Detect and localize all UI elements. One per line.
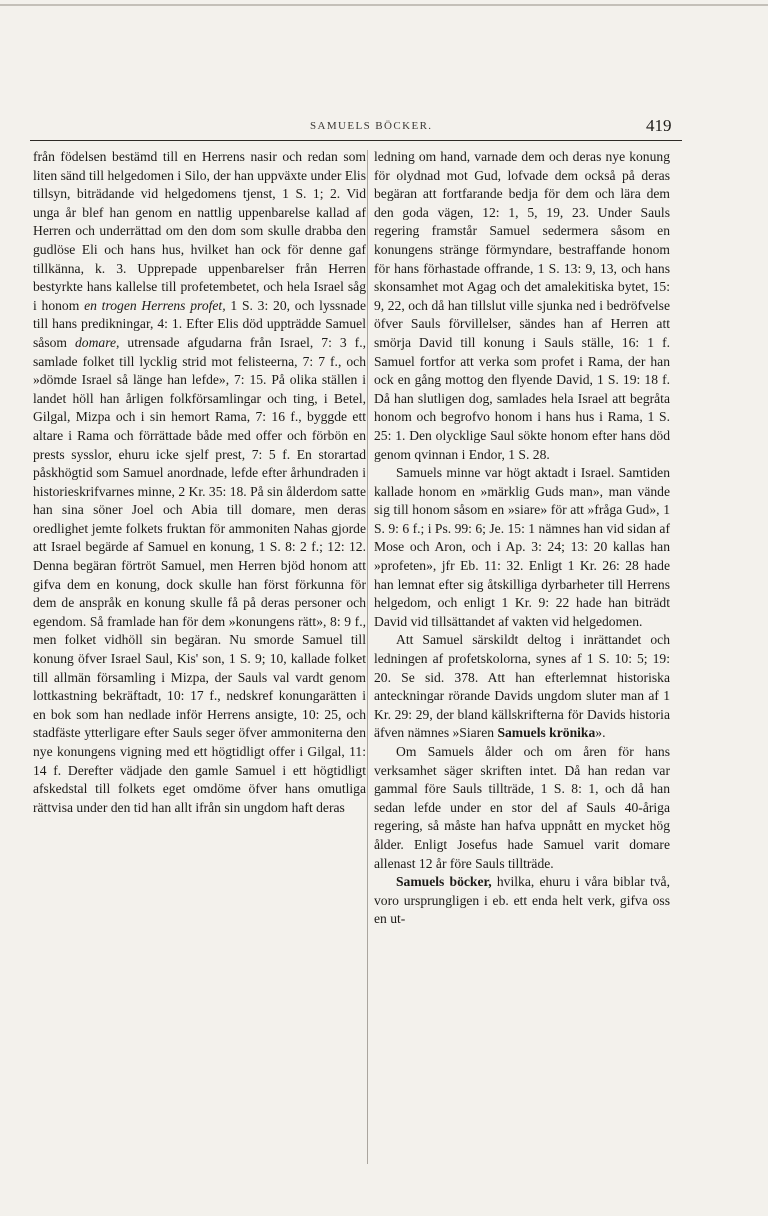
text-run: utrensade afgudarna från Israel, 7: 3 f., samlade folket till lycklig strid mot felisteerna, 7: 7 f., och »dömde Israel så länge han lefde», 7: 15. På olika ställen i landet höll han årligen folkförsamlingar och ting, i Betel, Gilgal, Mizpa och i sin hemort Rama, 7: 16 f., byggde ett altare i Rama och förrättade både med offer och förbön en prests sysslor, ehuru icke sjelf prest, 7: 5 f. En storartad påskhögtid som Samuel anordnade, lefde efter århundraden i historieskrifvarnes minne, 2 Kr. 35: 18. På sin ålderdom satte han sina söner Joel och Abia till domare, men deras oredlighet jemte folkets fruktan för ammoniten Nahas gjorde att Israel begärde af Samuel en konung, 1 S. 8: 2 f.; 12: 12. Denna begäran förtröt Samuel, men Herren bjöd honom att gifva dem en konung, dock skulle han först förkunna för dem de anspråk en konung skulle få på deras personer och egendom. Så framlade han för dem »konungens rätt», 8: 9 f., men folket vidhöll sin begäran. Nu smorde Samuel till konung öfver Israel Saul, Kis' son, 1 S. 9; 10, kallade folket till allmän församling i Mizpa, der Sauls val vardt genom lottkastning bekräftadt, 10: 17 f., nedskref konungarätten i en bok som han nedlade inför Herrens ansigte, 10: 25, och stadfäste ytterligare efter Sauls seger öfver ammoniterna den nye konungens vigning med ett högtidligt offer i Gilgal, 11: 14 f. Derefter vädjade den gamle Samuel i ett högtidligt afskedstal till folkets eget omdöme öfver hans omutliga rättvisa under den tid han allt ifrån sin ungdom haft deras [33,334,366,815]
text-run: från födelsen bestämd till en Herrens nasir och redan som liten sänd till helgedomen i Silo, der han uppväxte under Elis tillsyn, biträdande vid helgedomens tjenst, 1 S. 1; 2. Vid unga år blef han genom en nattlig uppenbarelse kallad af Herren och underrättad om den dom som skulle drabba den gudlöse Eli och hans hus, hvilket han ock för denne gaf tillkänna, k. 3. Upprepade uppenbarelser från Herren bestyrkte hans kallelse till profetembetet, och hela Israel såg i honom [33,149,366,313]
right-paragraph-5 [374,873,670,929]
italic-phrase: domare, [74,334,120,350]
right-column [374,148,670,929]
right-paragraph-4: Om Samuels ålder och om åren för hans verksamhet säger skriften intet. Då han redan var gammal före Sauls tillträde, 1 S. 8: 1, och då han sedan lefde under en stor del af Sauls 40-åriga regering, så måste han hafva uppnått en mycket hög ålder. Enligt Josefus hade Samuel varit domare allenast 12 år före Sauls tillträde. [374,744,670,871]
right-paragraph-3 [374,631,670,743]
right-paragraph-2: Samuels minne var högt aktadt i Israel. Samtiden kallade honom en »märklig Guds man», man vände sig till honom såsom en »siare» för att »fråga Gud», 1 S. 9: 6 f.; i Ps. 99: 6; Je. 15: 1 nämnes han vid sidan af Mose och Aron, och i Ap. 3: 24; 13: 20 kallas han »profeten», jfr Eb. 11: 32. Enligt 1 Kr. 26: 28 hade han lemnat efter sig åtskilliga dyrbarheter till Herrens helgedom, och enligt 1 Kr. 9: 22 hade han biträdt David vid tillsättandet af vakten vid helgedomen. [374,465,670,629]
italic-phrase: en trogen Herrens profet, [84,297,226,313]
left-paragraph [33,148,366,817]
text-run: 1 S. 3: 20, och lyssnade till hans predikningar, 4: 1. Efter Elis död uppträdde Samuel såsom [33,297,366,350]
left-column [33,148,366,817]
text-run: ». [595,725,606,741]
header-rule [30,140,682,141]
page-header [30,110,686,136]
bold-heading: Samuels böcker, [396,874,492,890]
right-paragraph-1: ledning om hand, varnade dem och deras nye konung för olydnad mot Gud, lofvade dem också på deras begäran att fortfarande bedja för dem och lära dem den goda vägen, 12: 1, 5, 19, 23. Under Sauls regering framstår Samuel sedermera såsom en konungens stränge förmyndare, bestraffande honom för hans förhastade offrande, 1 S. 13: 9, 13, och hans skonsamhet mot Agag och det amalekitiska bytet, 15: 9, 22, och då han tillslut ville sjunka ned i bedröfvelse öfver Sauls förvillelser, sändes han af Herren att smörja David till konung i Sauls ställe, 16: 1 f. Samuel fortfor att verka som profet i Rama, der han ock en gång mottog den flyende David, 1 S. 19: 18 f. Då han slutligen dog, samlades hela Israel att begråta honom och begrofvo honom i hans hus i Rama, 1 S. 25: 1. Den olycklige Saul sökte honom efter hans död genom qvinnan i Endor, 1 S. 28. [374,149,670,462]
page-number: 419 [646,116,672,135]
text-run: hvilka, ehuru i våra biblar två, voro ursprungligen i eb. ett enda helt verk, gifva oss en ut- [374,874,670,927]
bold-title: Samuels krönika [497,725,596,741]
text-run: Att Samuel särskildt deltog i inrättandet och ledningen af profetskolorna, synes af 1 S. 10: 5; 19: 20. Se sid. 378. Att han efterlemnat historiska anteckningar rörande Davids ungdom sluter man af 1 Kr. 29: 29, der bland källskrifterna för Davids historia äfven nämnes »Siaren [374,632,670,741]
scan-edge-line [0,4,768,6]
column-divider [367,150,368,1164]
running-title: SAMUELS BÖCKER. [310,120,433,132]
